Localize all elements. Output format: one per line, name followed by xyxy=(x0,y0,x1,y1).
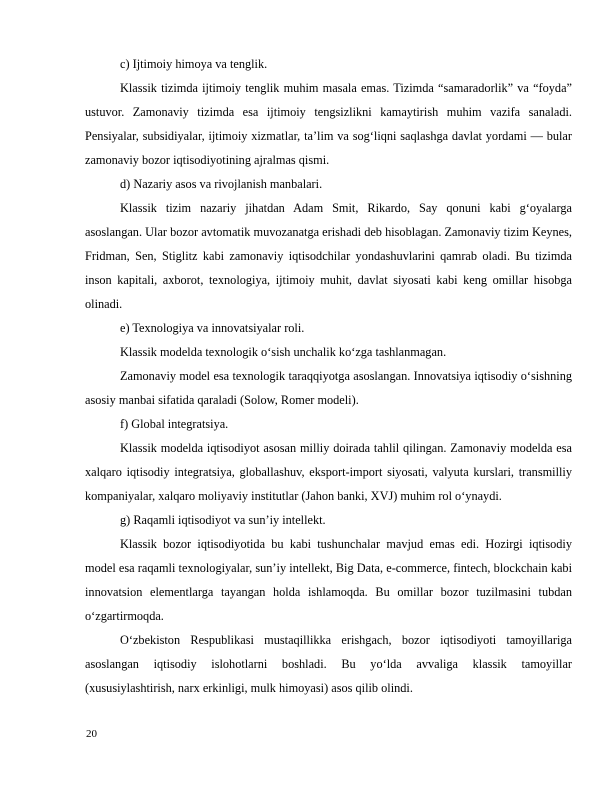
paragraph-modern-technology: Zamonaviy model esa texnologik taraqqiyotga asoslangan. Innovatsiya iqtisodiy o‘sishning asosiy manbai sifatida qaraladi (Solow, Romer modeli). xyxy=(85,369,572,407)
section-heading-e: e) Texnologiya va innovatsiyalar roli. xyxy=(120,321,305,335)
section-heading-g: g) Raqamli iqtisodiyot va sun’iy intellekt. xyxy=(120,513,326,527)
paragraph-uzbekistan: O‘zbekiston Respublikasi mustaqillikka erishgach, bozor iqtisodiyoti tamoyillariga asoslangan iqtisodiy islohotlarni boshladi. Bu yo‘lda avvaliga klassik tamoyillar (xususiylashtirish, narx erkinligi, mulk himoyasi) asos qilib olindi. xyxy=(85,633,572,695)
section-heading-f: f) Global integratsiya. xyxy=(120,417,229,431)
paragraph-classic-technology: Klassik modelda texnologik o‘sish unchalik ko‘zga tashlanmagan. xyxy=(120,345,447,359)
paragraph-social-protection: Klassik tizimda ijtimoiy tenglik muhim masala emas. Tizimda “samaradorlik” va “foyda” ustuvor. Zamonaviy tizimda esa ijtimoiy tengsizlikni kamaytirish muhim vazifa sanaladi. Pensiyalar, subsidiyalar, ijtimoiy xizmatlar, ta’lim va sog‘liqni saqlashga davlat yordami — bular zamonaviy bozor iqtisodiyotining ajralmas qismi. xyxy=(85,81,572,167)
paragraph-theory: Klassik tizim nazariy jihatdan Adam Smit, Rikardo, Say qonuni kabi g‘oyalarga asoslangan. Ular bozor avtomatik muvozanatga erishadi deb hisoblagan. Zamonaviy tizim Keynes, Fridman, Sen, Stiglitz kabi zamonaviy iqtisodchilar yondashuvlarini qamrab oladi. Bu tizimda inson kapitali, axborot, texnologiya, ijtimoiy muhit, davlat siyosati kabi keng omillar hisobga olinadi. xyxy=(85,201,572,311)
paragraph-global-integration: Klassik modelda iqtisodiyot asosan milliy doirada tahlil qilingan. Zamonaviy modelda esa xalqaro iqtisodiy integratsiya, globallashuv, eksport-import siyosati, valyuta kurslari, transmilliy kompaniyalar, xalqaro moliyaviy institutlar (Jahon banki, XVJ) muhim rol o‘ynaydi. xyxy=(85,441,572,503)
page-number: 20 xyxy=(86,728,97,740)
section-heading-c: c) Ijtimoiy himoya va tenglik. xyxy=(120,57,268,71)
section-heading-d: d) Nazariy asos va rivojlanish manbalari. xyxy=(120,177,323,191)
paragraph-digital-economy: Klassik bozor iqtisodiyotida bu kabi tushunchalar mavjud emas edi. Hozirgi iqtisodiy model esa raqamli texnologiyalar, sun’iy intellekt, Big Data, e-commerce, fintech, blockchain kabi innovatsion elementlarga tayangan holda ishlamoqda. Bu omillar bozor tuzilmasini tubdan o‘zgartirmoqda. xyxy=(85,537,572,623)
document-page xyxy=(85,52,572,700)
